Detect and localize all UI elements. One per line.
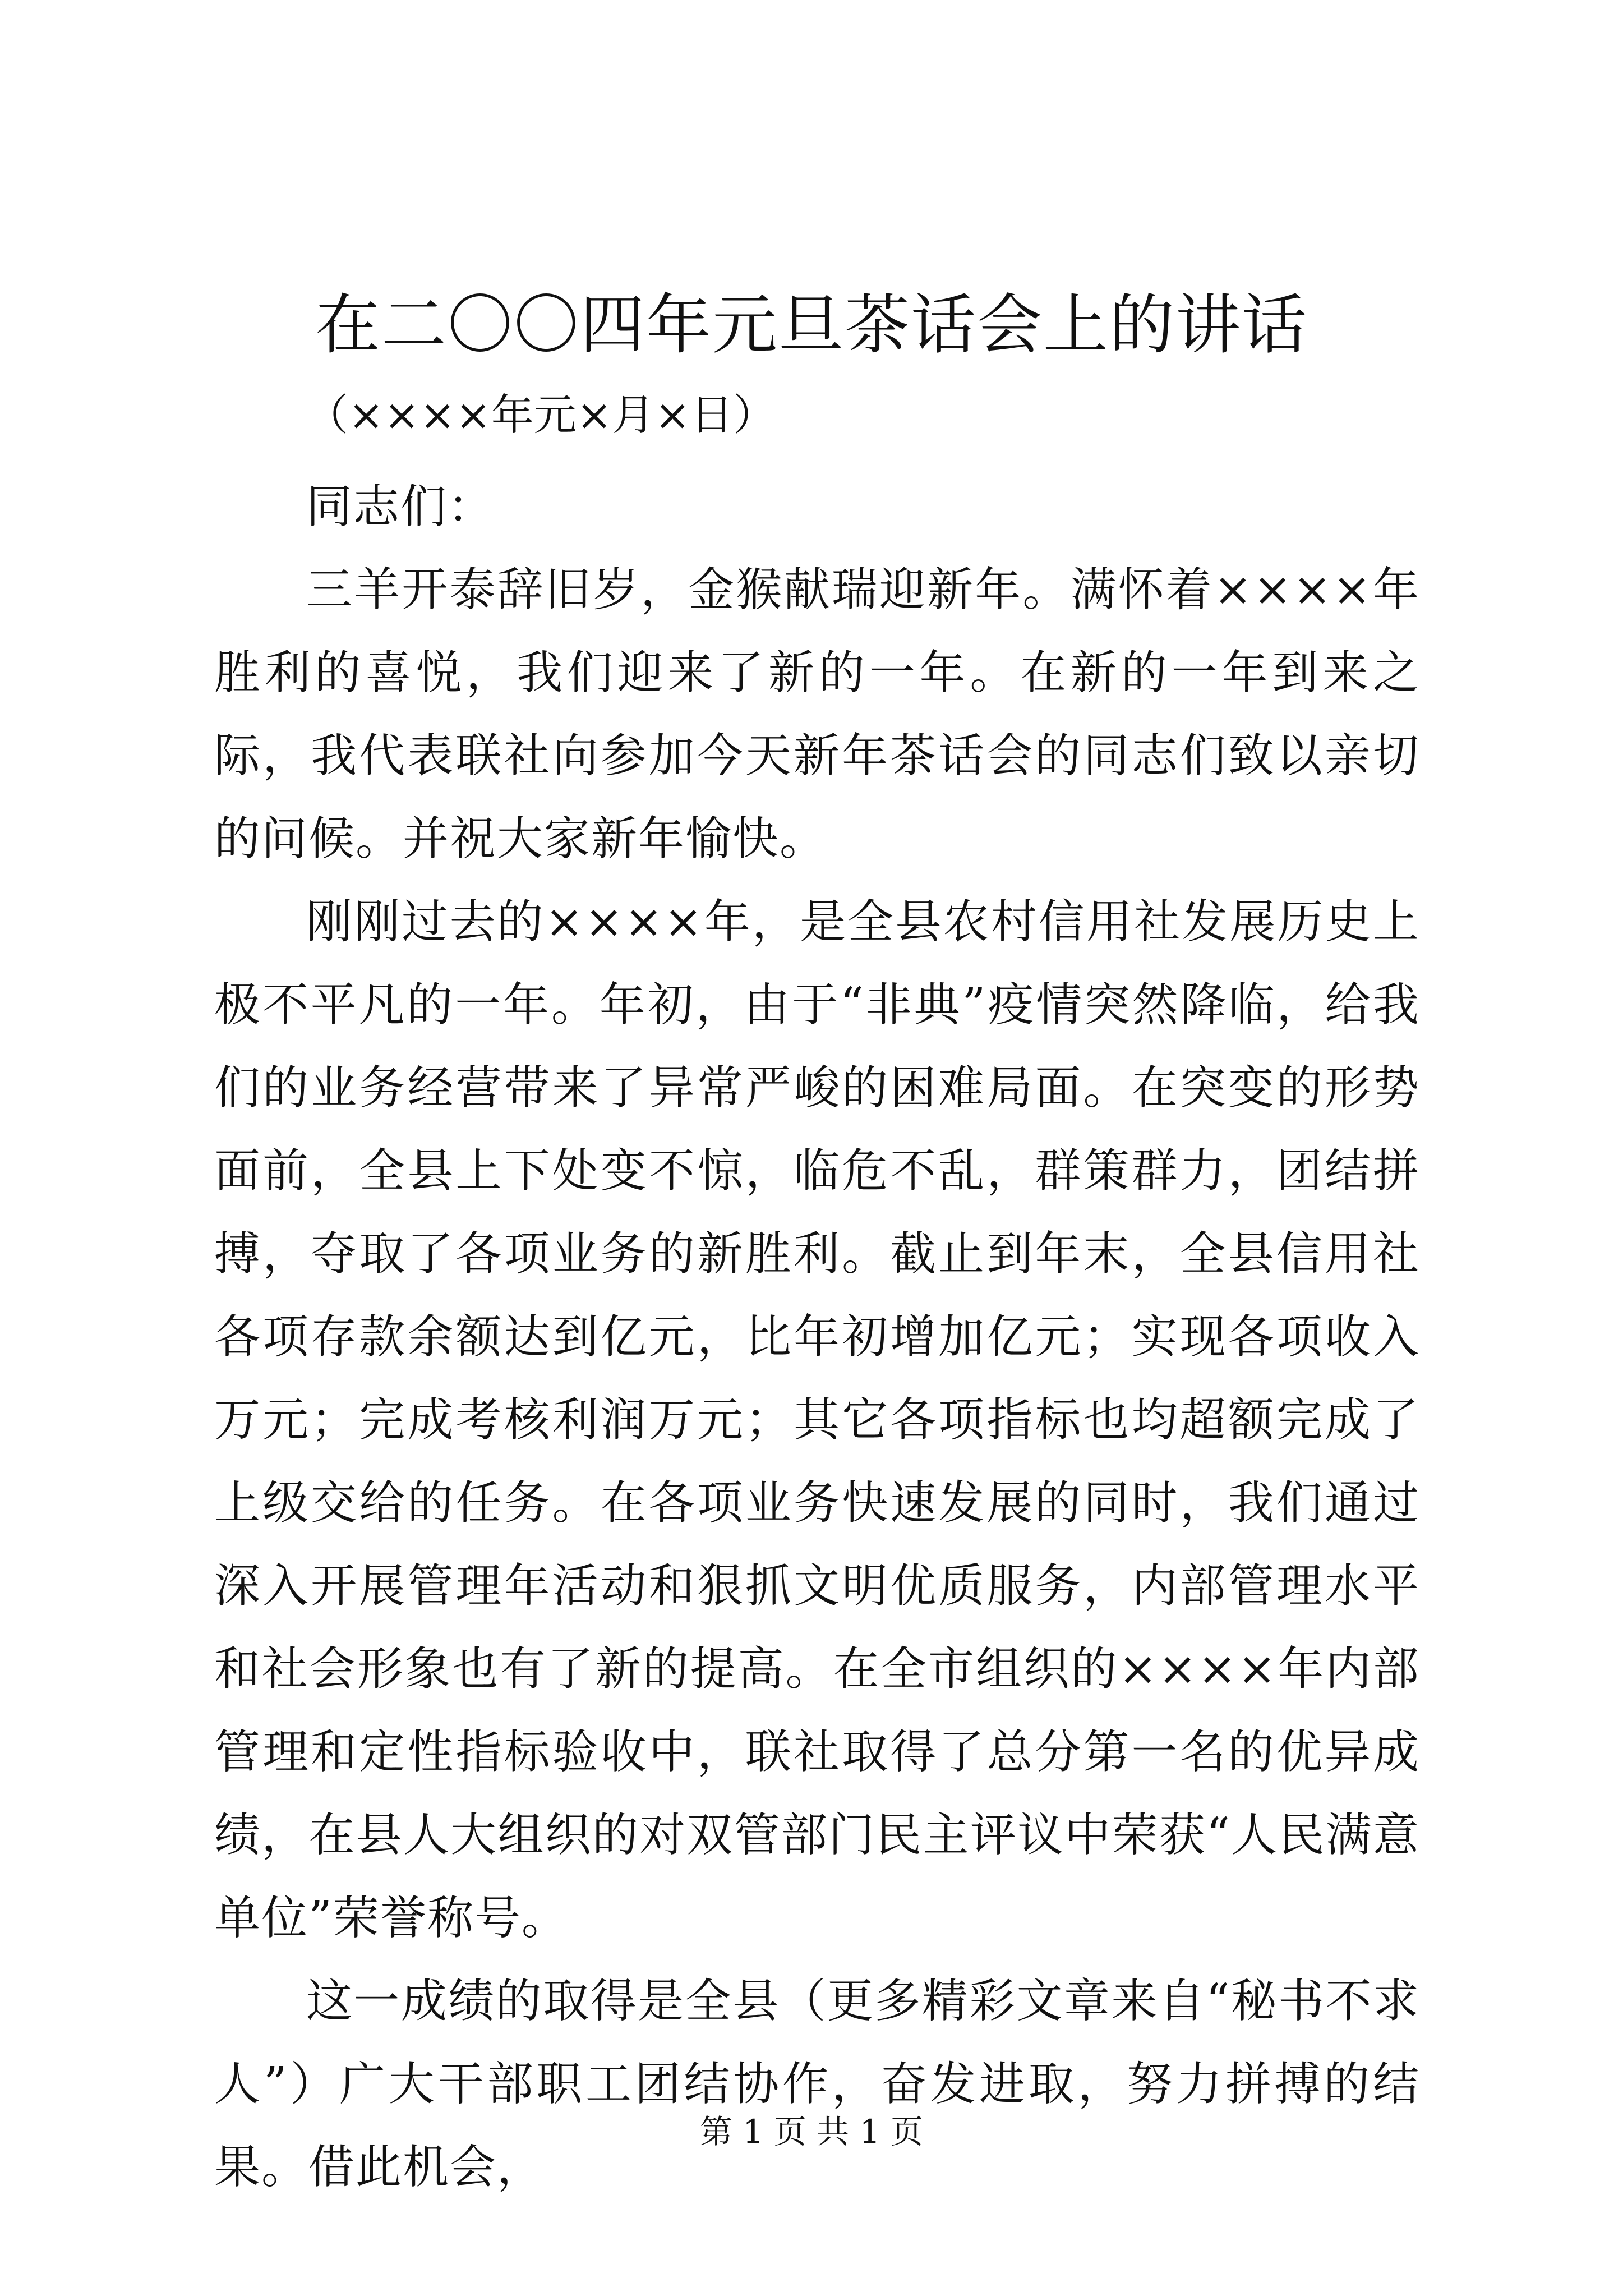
paragraph-3: 这一成绩的取得是全县（更多精彩文章来自“秘书不求人”）广大干部职工团结协作，奋发进取，努力拼搏的结果。借此机会， [214, 1975, 1420, 2194]
paragraph-2: 刚刚过去的××××年，是全县农村信用社发展历史上极不平凡的一年。年初，由于“非典”疫情突然降临，给我们的业务经营带来了异常严峻的困难局面。在突变的形势面前，全县上下处变不惊，临危不乱，群策群力，团结拼搏，夺取了各项业务的新胜利。截止到年末，全县信用社各项存款余额达到亿元，比年初增加亿元；实现各项收入万元；完成考核利润万元；其它各项指标也均超额完成了上级交给的任务。在各项业务快速发展的同时，我们通过深入开展管理年活动和狠抓文明优质服务，内部管理水平和社会形象也有了新的提高。在全市组织的××××年内部管理和定性指标验收中，联社取得了总分第一名的优异成绩，在县人大组织的对双管部门民主评议中荣获“人民满意单位”荣誉称号。 [214, 895, 1420, 1945]
salutation: 同志们： [306, 480, 495, 533]
date-line: （××××年元×月×日） [306, 390, 776, 440]
document-title: 在二〇〇四年元旦茶话会上的讲话 [315, 287, 1308, 363]
page-number-footer: 第 1 页 共 1 页 [700, 2113, 923, 2151]
document-body [214, 466, 1420, 2209]
paragraph-1: 三羊开泰辞旧岁，金猴献瑞迎新年。满怀着××××年胜利的喜悦，我们迎来了新的一年。在新的一年到来之际，我代表联社向参加今天新年茶话会的同志们致以亲切的问候。并祝大家新年愉快。 [214, 563, 1420, 866]
